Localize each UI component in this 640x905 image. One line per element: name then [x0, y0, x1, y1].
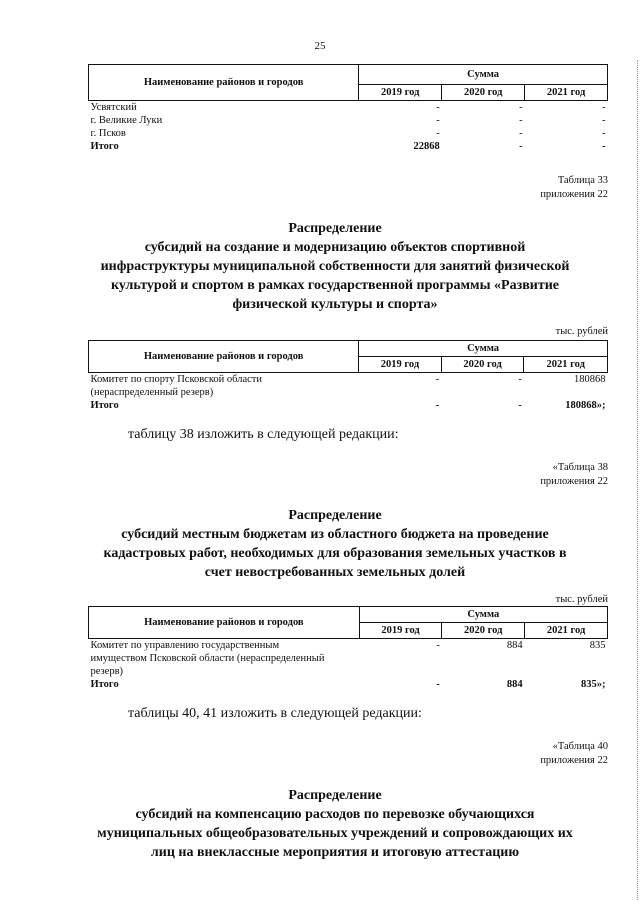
table-33: [88, 340, 608, 412]
row-name-line: имуществом Псковской области (нераспределенный: [90, 653, 325, 664]
row-value-2020: -: [519, 128, 523, 139]
row-value-2019: 22868: [413, 141, 440, 152]
col-header-sum: Сумма: [359, 607, 607, 623]
note-line: приложения 22: [540, 189, 608, 200]
row-value-2019: -: [436, 679, 440, 690]
row-name: Итого: [90, 141, 119, 152]
heading-line: счет невостребованных земельных долей: [204, 565, 466, 580]
unit-label: тыс. рублей: [555, 326, 608, 337]
table-40-note: [540, 740, 608, 768]
heading-line: кадастровых работ, необходимых для образования земельных участков в: [103, 546, 567, 561]
table-top: [88, 64, 608, 153]
row-name: [89, 373, 359, 400]
row-name: Усвятский: [90, 102, 137, 113]
row-value-2020: 884: [506, 640, 523, 651]
table-38-note: [540, 461, 608, 489]
col-header-sum: Сумма: [359, 65, 608, 85]
row-name-line: Комитет по спорту Псковской области: [90, 374, 262, 385]
row-name-line: Комитет по управлению государственным: [90, 640, 280, 651]
heading-line: культурой и спортом в рамках государственной программы «Развитие: [111, 278, 559, 293]
col-header-2021: 2021 год: [524, 357, 608, 373]
row-value-2021: -: [602, 102, 606, 113]
col-header-2020: 2020 год: [442, 623, 525, 639]
heading-line: лиц на внеклассные мероприятия и итоговую аттестацию: [150, 845, 520, 860]
unit-label: тыс. рублей: [555, 594, 608, 605]
note-line: «Таблица 38: [552, 462, 608, 473]
table-38: [88, 606, 608, 691]
col-header-2019: 2019 год: [359, 357, 442, 373]
heading-table-33: [60, 219, 610, 314]
heading-line: муниципальных общеобразовательных учреждений и сопровождающих их: [97, 826, 573, 841]
row-name: Итого: [90, 400, 119, 411]
row-name: г. Великие Луки: [90, 115, 163, 126]
row-value-2021: -: [602, 128, 606, 139]
row-value-2019: -: [436, 128, 440, 139]
row-value-2019: -: [436, 102, 440, 113]
heading-line: Распределение: [288, 508, 382, 523]
table-row: [89, 373, 608, 400]
heading-table-38: [60, 506, 610, 582]
table-row-total: [89, 140, 608, 153]
row-value-2020: -: [519, 102, 523, 113]
row-value-2020: -: [519, 115, 523, 126]
table-row-total: [89, 399, 608, 412]
row-value-2020: -: [518, 374, 522, 385]
table-33-note: [540, 174, 608, 202]
row-value-2021: 835: [589, 640, 606, 651]
instruction-text-38: таблицу 38 изложить в следующей редакции:: [128, 427, 399, 442]
row-value-2020: -: [519, 141, 523, 152]
note-line: Таблица 33: [557, 175, 608, 186]
heading-table-40: [60, 786, 610, 862]
table-row: [89, 114, 608, 127]
col-header-2021: 2021 год: [525, 85, 608, 101]
instruction-text-40: таблицы 40, 41 изложить в следующей редакции:: [128, 706, 422, 721]
heading-line: субсидий на компенсацию расходов по перевозке обучающихся: [135, 807, 535, 822]
row-name-line: (нераспределенный резерв): [90, 387, 214, 398]
row-name: г. Псков: [90, 128, 126, 139]
heading-line: инфраструктуры муниципальной собственности для занятий физической: [100, 259, 570, 274]
heading-line: Распределение: [288, 788, 382, 803]
heading-line: Распределение: [288, 221, 382, 236]
row-value-2021: -: [602, 141, 606, 152]
note-line: приложения 22: [540, 476, 608, 487]
note-line: «Таблица 40: [552, 741, 608, 752]
table-row: [89, 639, 608, 679]
heading-line: субсидий местным бюджетам из областного бюджета на проведение: [121, 527, 549, 542]
col-header-2021: 2021 год: [525, 623, 608, 639]
col-header-sum: Сумма: [359, 341, 608, 357]
col-header-2020: 2020 год: [442, 85, 525, 101]
row-value-2021: -: [602, 115, 606, 126]
scan-edge: [635, 60, 638, 900]
col-header-2020: 2020 год: [441, 357, 524, 373]
row-value-2020: -: [518, 400, 522, 411]
table-row-total: [89, 678, 608, 691]
row-value-2019: -: [435, 400, 440, 411]
heading-line: субсидий на создание и модернизацию объектов спортивной: [144, 240, 526, 255]
row-name: [89, 639, 360, 679]
row-name-line: резерв): [90, 666, 124, 677]
heading-line: физической культуры и спорта»: [232, 297, 438, 312]
note-line: приложения 22: [540, 755, 608, 766]
col-header-2019: 2019 год: [359, 623, 442, 639]
col-header-2019: 2019 год: [359, 85, 442, 101]
col-header-name: Наименование районов и городов: [89, 65, 359, 101]
row-value-2021: 835»;: [581, 679, 606, 690]
col-header-name: Наименование районов и городов: [89, 607, 360, 639]
row-value-2021: 180868»;: [565, 400, 606, 411]
table-row: [89, 101, 608, 115]
row-value-2019: -: [436, 640, 440, 651]
row-value-2020: 884: [506, 679, 523, 690]
table-row: [89, 127, 608, 140]
page-number: 25: [314, 40, 326, 52]
row-value-2021: 180868: [574, 374, 606, 385]
row-name: Итого: [90, 679, 119, 690]
row-value-2019: -: [435, 374, 440, 385]
col-header-name: Наименование районов и городов: [89, 341, 359, 373]
row-value-2019: -: [436, 115, 440, 126]
